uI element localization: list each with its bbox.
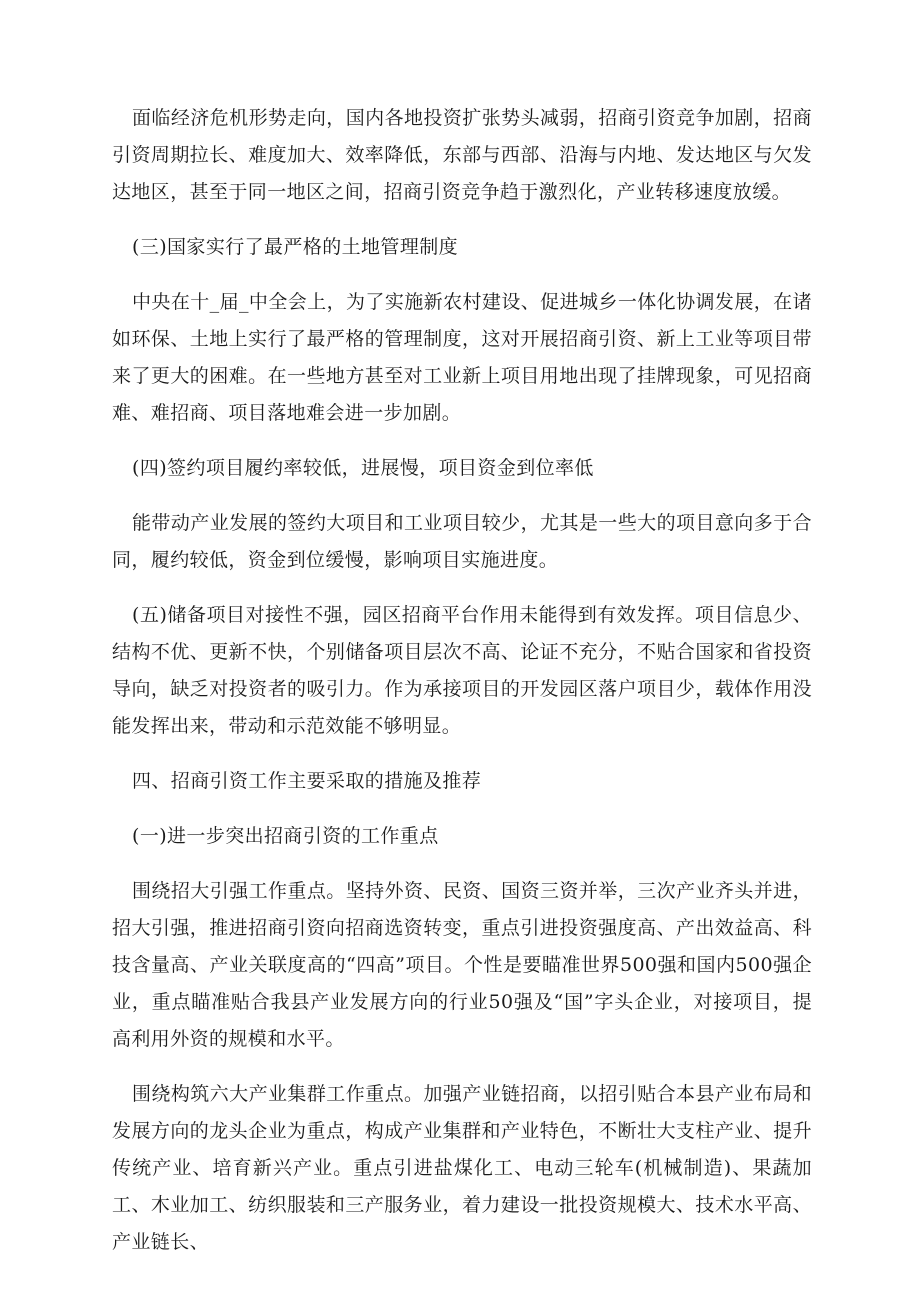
section-heading-contract-fulfillment: (四)签约项目履约率较低，进展慢，项目资金到位率低 xyxy=(132,457,594,479)
section-heading-work-focus: (一)进一步突出招商引资的工作重点 xyxy=(132,825,439,847)
paragraph-economic-crisis: 面临经济危机形势走向，国内各地投资扩张势头减弱，招商引资竞争加剧，招商引资周期拉长、难度加大、效率降低，东部与西部、沿海与内地、发达地区与欠发达地区，甚至于同一地区之间，招商引资竞争趋于激烈化，产业转移速度放缓。 xyxy=(112,107,812,203)
paragraph-land-policy: 中央在十_届_中全会上，为了实施新农村建设、促进城乡一体化协调发展，在诸如环保、土地上实行了最严格的管理制度，这对开展招商引资、新上工业等项目带来了更大的困难。在一些地方甚至对工业新上项目用地出现了挂牌现象，可见招商难、难招商、项目落地难会进一步加剧。 xyxy=(112,291,812,424)
paragraph-contract-projects: 能带动产业发展的签约大项目和工业项目较少，尤其是一些大的项目意向多于合同，履约较低，资金到位缓慢，影响项目实施进度。 xyxy=(112,512,812,571)
paragraph-reserve-projects: (五)储备项目对接性不强，园区招商平台作用未能得到有效发挥。项目信息少、结构不优、更新不快，个别储备项目层次不高、论证不充分，不贴合国家和省投资导向，缺乏对投资者的吸引力。作为承接项目的开发园区落户项目少，载体作用没能发挥出来，带动和示范效能不够明显。 xyxy=(112,604,812,737)
section-heading-land-management: (三)国家实行了最严格的土地管理制度 xyxy=(132,236,459,258)
paragraph-attract-strong: 围绕招大引强工作重点。坚持外资、民资、国资三资并举，三次产业齐头并进，招大引强，推进招商引资向招商选资转变，重点引进投资强度高、产出效益高、科技含量高、产业关联度高的“四高”项目。个性是要瞄准世界500强和国内500强企业，重点瞄准贴合我县产业发展方向的行业50强及“国”字头企业，对接项目，提高利用外资的规模和水平。 xyxy=(112,880,812,1050)
paragraph-industry-clusters: 围绕构筑六大产业集群工作重点。加强产业链招商，以招引贴合本县产业布局和发展方向的龙头企业为重点，构成产业集群和产业特色，不断壮大支柱产业、提升传统产业、培育新兴产业。重点引进盐煤化工、电动三轮车(机械制造)、果蔬加工、木业加工、纺织服装和三产服务业，着力建设一批投资规模大、技术水平高、产业链长、 xyxy=(112,1083,812,1253)
document-body xyxy=(112,100,812,1279)
chapter-heading-measures: 四、招商引资工作主要采取的措施及推荐 xyxy=(132,770,482,792)
